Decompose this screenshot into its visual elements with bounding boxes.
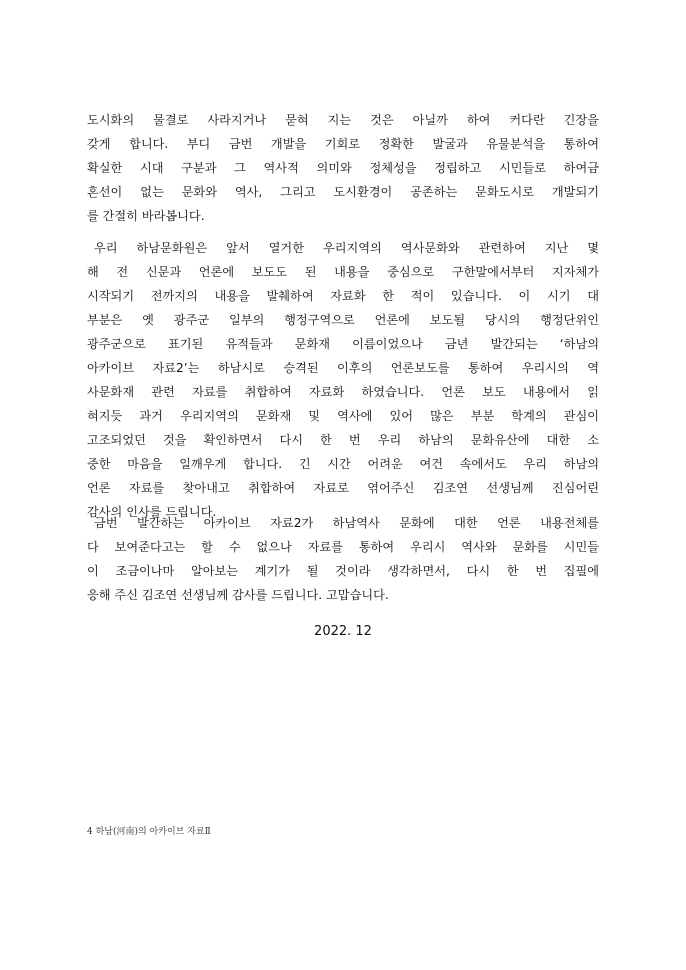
paragraph-line: 혼선이 없는 문화와 역사, 그리고 도시환경이 공존하는 문화도시로 개발되기	[87, 185, 599, 199]
paragraph-line: 부분은 옛 광주군 일부의 행정구역으로 언론에 보도될 당시의 행정단위인	[87, 313, 599, 327]
paragraph-line: 시작되기 전까지의 내용을 발췌하여 자료화 한 적이 있습니다. 이 시기 대	[87, 289, 599, 303]
paragraph-line: 아카이브 자료2’는 하남시로 승격된 이후의 언론보도를 통하여 우리시의 역	[87, 361, 599, 375]
paragraph-line: 광주군으로 표기된 유적들과 문화재 이름이었으나 금년 발간되는 ‘하남의	[87, 337, 599, 351]
paragraph-line: 우리 하남문화원은 앞서 열거한 우리지역의 역사문화와 관련하여 지난 몇	[94, 241, 599, 255]
document-date: 2022. 12	[314, 624, 372, 639]
paragraph-line: 금번 발간하는 아카이브 자료2가 하남역사 문화에 대한 언론 내용전체를	[94, 516, 599, 530]
paragraph-3	[87, 511, 599, 607]
paragraph-line: 를 간절히 바라봅니다.	[87, 209, 205, 223]
paragraph-line: 다 보여준다고는 할 수 없으나 자료를 통하여 우리시 역사와 문화를 시민들	[87, 540, 599, 554]
paragraph-line: 감사의 인사를 드립니다.	[87, 505, 217, 519]
paragraph-line: 확실한 시대 구분과 그 역사적 의미와 정체성을 정립하고 시민들로 하여금	[87, 161, 599, 175]
paragraph-2	[87, 236, 599, 524]
paragraph-1	[87, 108, 599, 228]
paragraph-line: 갖게 합니다. 부디 금번 개발을 기회로 정확한 발굴과 유물분석을 통하여	[87, 137, 599, 151]
page-footer: 4 하남(河南)의 아카이브 자료Ⅱ	[87, 827, 211, 837]
paragraph-line: 해 전 신문과 언론에 보도도 된 내용을 중심으로 구한말에서부터 지자체가	[87, 265, 599, 279]
paragraph-line: 사문화재 관련 자료를 취합하여 자료화 하였습니다. 언론 보도 내용에서 읽	[87, 385, 599, 399]
paragraph-line: 혀지듯 과거 우리지역의 문화재 및 역사에 있어 많은 부분 학계의 관심이	[87, 409, 599, 423]
paragraph-line: 이 조금이나마 알아보는 계기가 될 것이라 생각하면서, 다시 한 번 집필에	[87, 564, 599, 578]
paragraph-line: 중한 마음을 일깨우게 합니다. 긴 시간 어려운 여건 속에서도 우리 하남의	[87, 457, 599, 471]
paragraph-line: 언론 자료를 찾아내고 취합하여 자료로 엮어주신 김조연 선생님께 진심어린	[87, 481, 599, 495]
paragraph-line: 고조되었던 것을 확인하면서 다시 한 번 우리 하남의 문화유산에 대한 소	[87, 433, 599, 447]
paragraph-line: 응해 주신 김조연 선생님께 감사를 드립니다. 고맙습니다.	[87, 588, 389, 602]
paragraph-line: 도시화의 물결로 사라지거나 묻혀 지는 것은 아닐까 하여 커다란 긴장을	[87, 113, 599, 127]
